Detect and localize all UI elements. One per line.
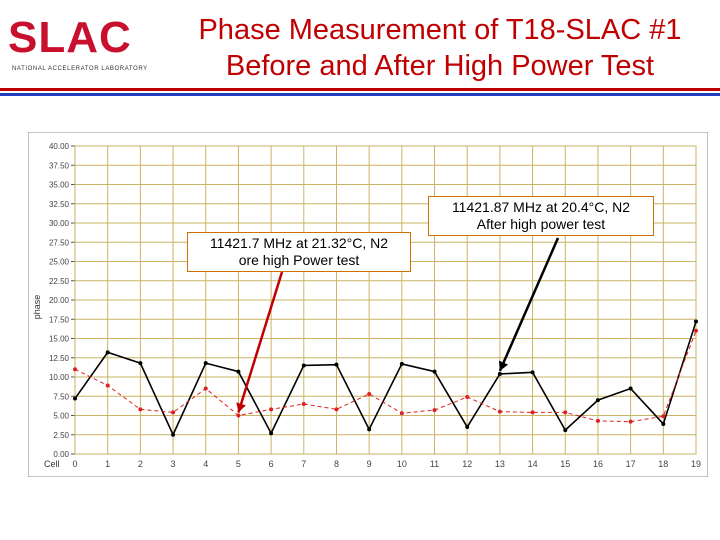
logo-subtitle: NATIONAL ACCELERATOR LABORATORY — [12, 66, 148, 72]
series-before-point — [334, 407, 338, 411]
y-tick-label: 20.00 — [48, 296, 69, 305]
series-before-point — [204, 387, 208, 391]
series-before-point — [694, 329, 698, 333]
slac-logo — [8, 13, 160, 78]
x-tick-label: 17 — [625, 459, 636, 469]
y-tick-label: 12.50 — [48, 353, 69, 363]
series-before-point — [465, 395, 469, 399]
y-tick-label: 27.50 — [48, 238, 69, 248]
header-rule-red — [0, 88, 720, 91]
y-tick-label: 22.50 — [48, 276, 69, 286]
series-after-point — [400, 362, 404, 366]
series-after-point — [367, 427, 371, 431]
y-tick-label: 30.00 — [48, 219, 69, 228]
x-tick-label: 6 — [268, 459, 274, 469]
y-tick-label: 32.50 — [48, 199, 69, 209]
series-before-point — [269, 407, 273, 411]
series-after-point — [334, 363, 338, 367]
x-tick-label: 5 — [235, 459, 241, 469]
series-before-point — [498, 410, 502, 414]
series-after-point — [269, 431, 273, 435]
y-tick-label: 17.50 — [48, 315, 69, 325]
phase-chart — [28, 132, 708, 477]
x-tick-label: 13 — [494, 459, 505, 469]
series-after-point — [596, 398, 600, 402]
series-after-point — [433, 370, 437, 374]
series-after-point — [204, 361, 208, 365]
series-after-point — [302, 363, 306, 367]
series-before-point — [661, 414, 665, 418]
series-before-point — [531, 410, 535, 414]
title-line-1: Phase Measurement of T18-SLAC #1 — [198, 14, 682, 46]
series-after-point — [73, 397, 77, 401]
x-tick-label: 2 — [137, 459, 143, 469]
title-line-2: Before and After High Power Test — [225, 50, 655, 82]
y-tick-label: 0.00 — [53, 450, 69, 459]
series-before-point — [302, 402, 306, 406]
x-tick-label: 15 — [560, 459, 571, 469]
x-tick-label: 0 — [72, 459, 78, 469]
callout-after-test — [428, 196, 654, 236]
x-tick-label: 8 — [333, 459, 339, 469]
y-tick-label: 5.00 — [53, 411, 69, 421]
x-tick-label: 14 — [527, 459, 538, 469]
series-before-point — [563, 410, 567, 414]
series-after-point — [106, 350, 110, 354]
x-tick-label: 19 — [690, 459, 702, 469]
x-axis-label: Cell — [44, 459, 60, 469]
series-before-point — [106, 383, 110, 387]
series-after-point — [661, 422, 665, 426]
y-tick-label: 10.00 — [48, 373, 69, 382]
series-before-point — [236, 414, 240, 418]
callout-before-test — [187, 232, 411, 272]
x-tick-label: 9 — [366, 459, 372, 469]
callout-after-line-2: After high power test — [476, 216, 606, 232]
callout-after-line-1: 11421.87 MHz at 20.4°C, N2 — [451, 199, 631, 215]
series-after-point — [694, 320, 698, 324]
page-title — [170, 12, 710, 84]
series-before-point — [433, 408, 437, 412]
series-after-point — [531, 370, 535, 374]
y-axis-label: phase — [32, 294, 42, 320]
y-tick-label: 15.00 — [48, 334, 69, 344]
logo-wordmark: SLAC — [8, 13, 132, 62]
y-tick-label: 35.00 — [48, 180, 69, 190]
x-tick-label: 3 — [170, 459, 176, 469]
x-tick-label: 18 — [658, 459, 669, 469]
series-after-point — [171, 433, 175, 437]
x-tick-label: 11 — [429, 459, 440, 469]
series-before-point — [629, 420, 633, 424]
series-after-point — [563, 428, 567, 432]
y-tick-label: 40.00 — [48, 142, 69, 151]
series-before-point — [138, 407, 142, 411]
callout-before-line-1: 11421.7 MHz at 21.32°C, N2 — [209, 235, 389, 251]
series-after-point — [629, 387, 633, 391]
y-tick-label: 25.00 — [48, 257, 69, 267]
plot-background — [28, 132, 708, 477]
series-before-point — [596, 419, 600, 423]
x-tick-label: 1 — [105, 459, 111, 469]
series-before-point — [367, 392, 371, 396]
x-tick-label: 7 — [301, 459, 307, 469]
y-tick-label: 37.50 — [48, 161, 69, 171]
series-after-point — [465, 425, 469, 429]
x-tick-label: 4 — [203, 459, 209, 469]
series-before-point — [400, 411, 404, 415]
y-tick-label: 2.50 — [53, 430, 69, 440]
series-before-point — [171, 410, 175, 414]
series-before-point — [73, 367, 77, 371]
series-after-point — [498, 372, 502, 376]
header-rule-blue — [0, 93, 720, 96]
series-after-point — [236, 370, 240, 374]
x-tick-label: 10 — [396, 459, 407, 469]
series-after-point — [138, 361, 142, 365]
x-tick-label: 16 — [592, 459, 603, 469]
callout-before-line-2: ore high Power test — [238, 252, 360, 268]
x-tick-label: 12 — [462, 459, 473, 469]
y-tick-label: 7.50 — [53, 392, 69, 402]
